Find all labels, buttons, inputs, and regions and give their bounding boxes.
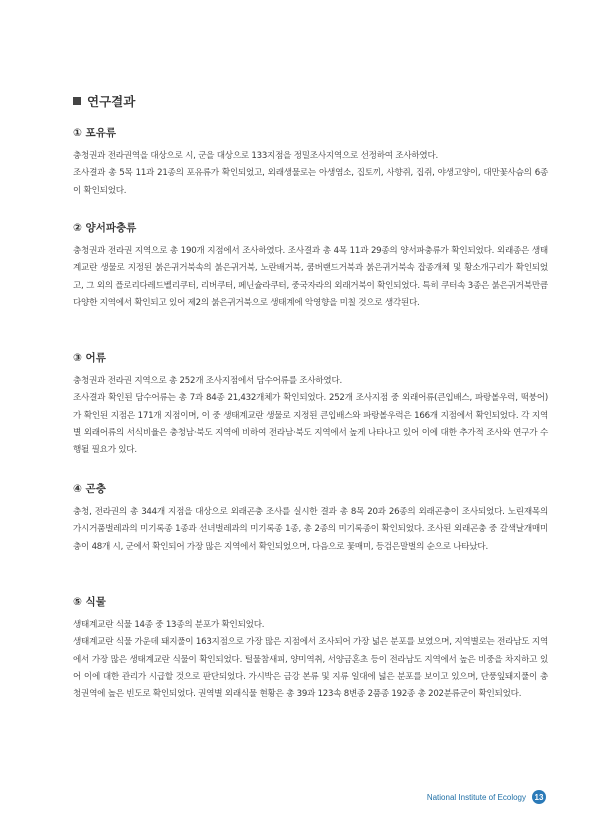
section-insects xyxy=(73,482,548,556)
section-heading xyxy=(73,92,135,110)
section-title: ③ 어류 xyxy=(73,352,106,364)
section-title: ④ 곤충 xyxy=(73,483,106,495)
square-bullet-icon xyxy=(73,97,81,105)
section-mammals xyxy=(73,126,548,200)
paragraph: 조사결과 총 5목 11과 21종의 포유류가 확인되었고, 외래생물로는 아생염소, 집토끼, 사향쥐, 집쥐, 야생고양이, 대만꽃사슴의 6종이 확인되었다. xyxy=(73,168,548,196)
footer-institute: National Institute of Ecology xyxy=(426,792,526,802)
paragraph: 충청권과 전라권역을 대상으로 시, 군을 대상으로 133지점을 정밀조사지역으로 선정하여 조사하였다. xyxy=(73,151,439,161)
section-title: ② 양서파충류 xyxy=(73,222,137,234)
paragraph: 충청권과 전라권 지역으로 총 252개 조사지점에서 담수어류를 조사하였다. xyxy=(73,376,343,386)
section-fish xyxy=(73,351,548,459)
paragraph: 충청권과 전라권 지역으로 총 190개 지점에서 조사하였다. 조사결과 총 4목 11과 29종의 양서파충류가 확인되었다. 외래종은 생태계교란 생물로 지정된 붉은귀거북속의 붉은귀거북, 노란배거북, 쿰버랜드거북과 붉은귀거북속 잡종개체 및 황소개구리가 확인되었고, 그 외의 플로리다레드벨리쿠터, 리버쿠터, 페닌슐라쿠터, 중국자라의 외래거북이 확인되었다. 특히 쿠터속 3종은 붉은귀거북만큼 다양한 지역에서 확인되고 있어 제2의 붉은귀거북으로 생태계에 악영향을 미칠 것으로 생각된다. xyxy=(73,246,548,308)
paragraph: 충청, 전라권의 총 344개 지점을 대상으로 외래곤충 조사를 실시한 결과 총 8목 20과 26종의 외래곤충이 조사되었다. 노린재목의 가시거품벌레과의 미기록종 1종과 선녀벌레과의 미기록종 1종, 총 2종의 미기록종이 확인되었다. 조사된 외래곤충 중 갈색날개매미충이 48개 시, 군에서 확인되어 가장 많은 지역에서 확인되었으며, 다음으로 꽃매미, 등검은말벌의 순으로 나타났다. xyxy=(73,507,548,552)
section-heading-text: 연구결과 xyxy=(87,94,136,109)
paragraph: 조사결과 확인된 담수어류는 총 7과 84종 21,432개체가 확인되었다. 252개 조사지점 중 외래어류(큰입배스, 파랑볼우럭, 떡붕어)가 확인된 지점은 171개 지점이며, 이 중 생태계교란 생물로 지정된 큰입배스와 파랑볼우럭은 166개 지점에서 확인되었다. 각 지역별 외래어류의 서식비율은 충청남·북도 지역에 비하여 전라남·북도 지역에서 높게 나타나고 있어 이에 대한 추가적 조사와 연구가 수행될 필요가 있다. xyxy=(73,393,548,456)
section-amphibians-reptiles xyxy=(73,221,548,312)
section-title: ① 포유류 xyxy=(73,127,116,139)
page-footer xyxy=(427,790,546,804)
page-number: 13 xyxy=(532,790,546,804)
paragraph: 생태계교란 식물 가운데 돼지풀이 163지점으로 가장 많은 지점에서 조사되어 가장 넓은 분포를 보였으며, 지역별로는 전라남도 지역에서 가장 많은 생태계교란 식물이 확인되었다. 털물참새피, 양미역취, 서양금혼초 등이 전라남도 지역에서 높은 비중을 차지하고 있어 이에 대한 관리가 시급할 것으로 판단되었다. 가시박은 금강 본류 및 지류 일대에 넓은 분포를 보이고 있으며, 단풍잎돼지풀이 충청권역에 높은 빈도로 확인되었다. 권역별 외래식물 현황은 총 39과 123속 8변종 2품종 192종 총 202분류군이 확인되었다. xyxy=(73,637,548,700)
paragraph: 생태계교란 식물 14종 중 13종의 분포가 확인되었다. xyxy=(73,620,265,630)
section-title: ⑤ 식물 xyxy=(73,596,106,608)
section-plants xyxy=(73,595,548,703)
